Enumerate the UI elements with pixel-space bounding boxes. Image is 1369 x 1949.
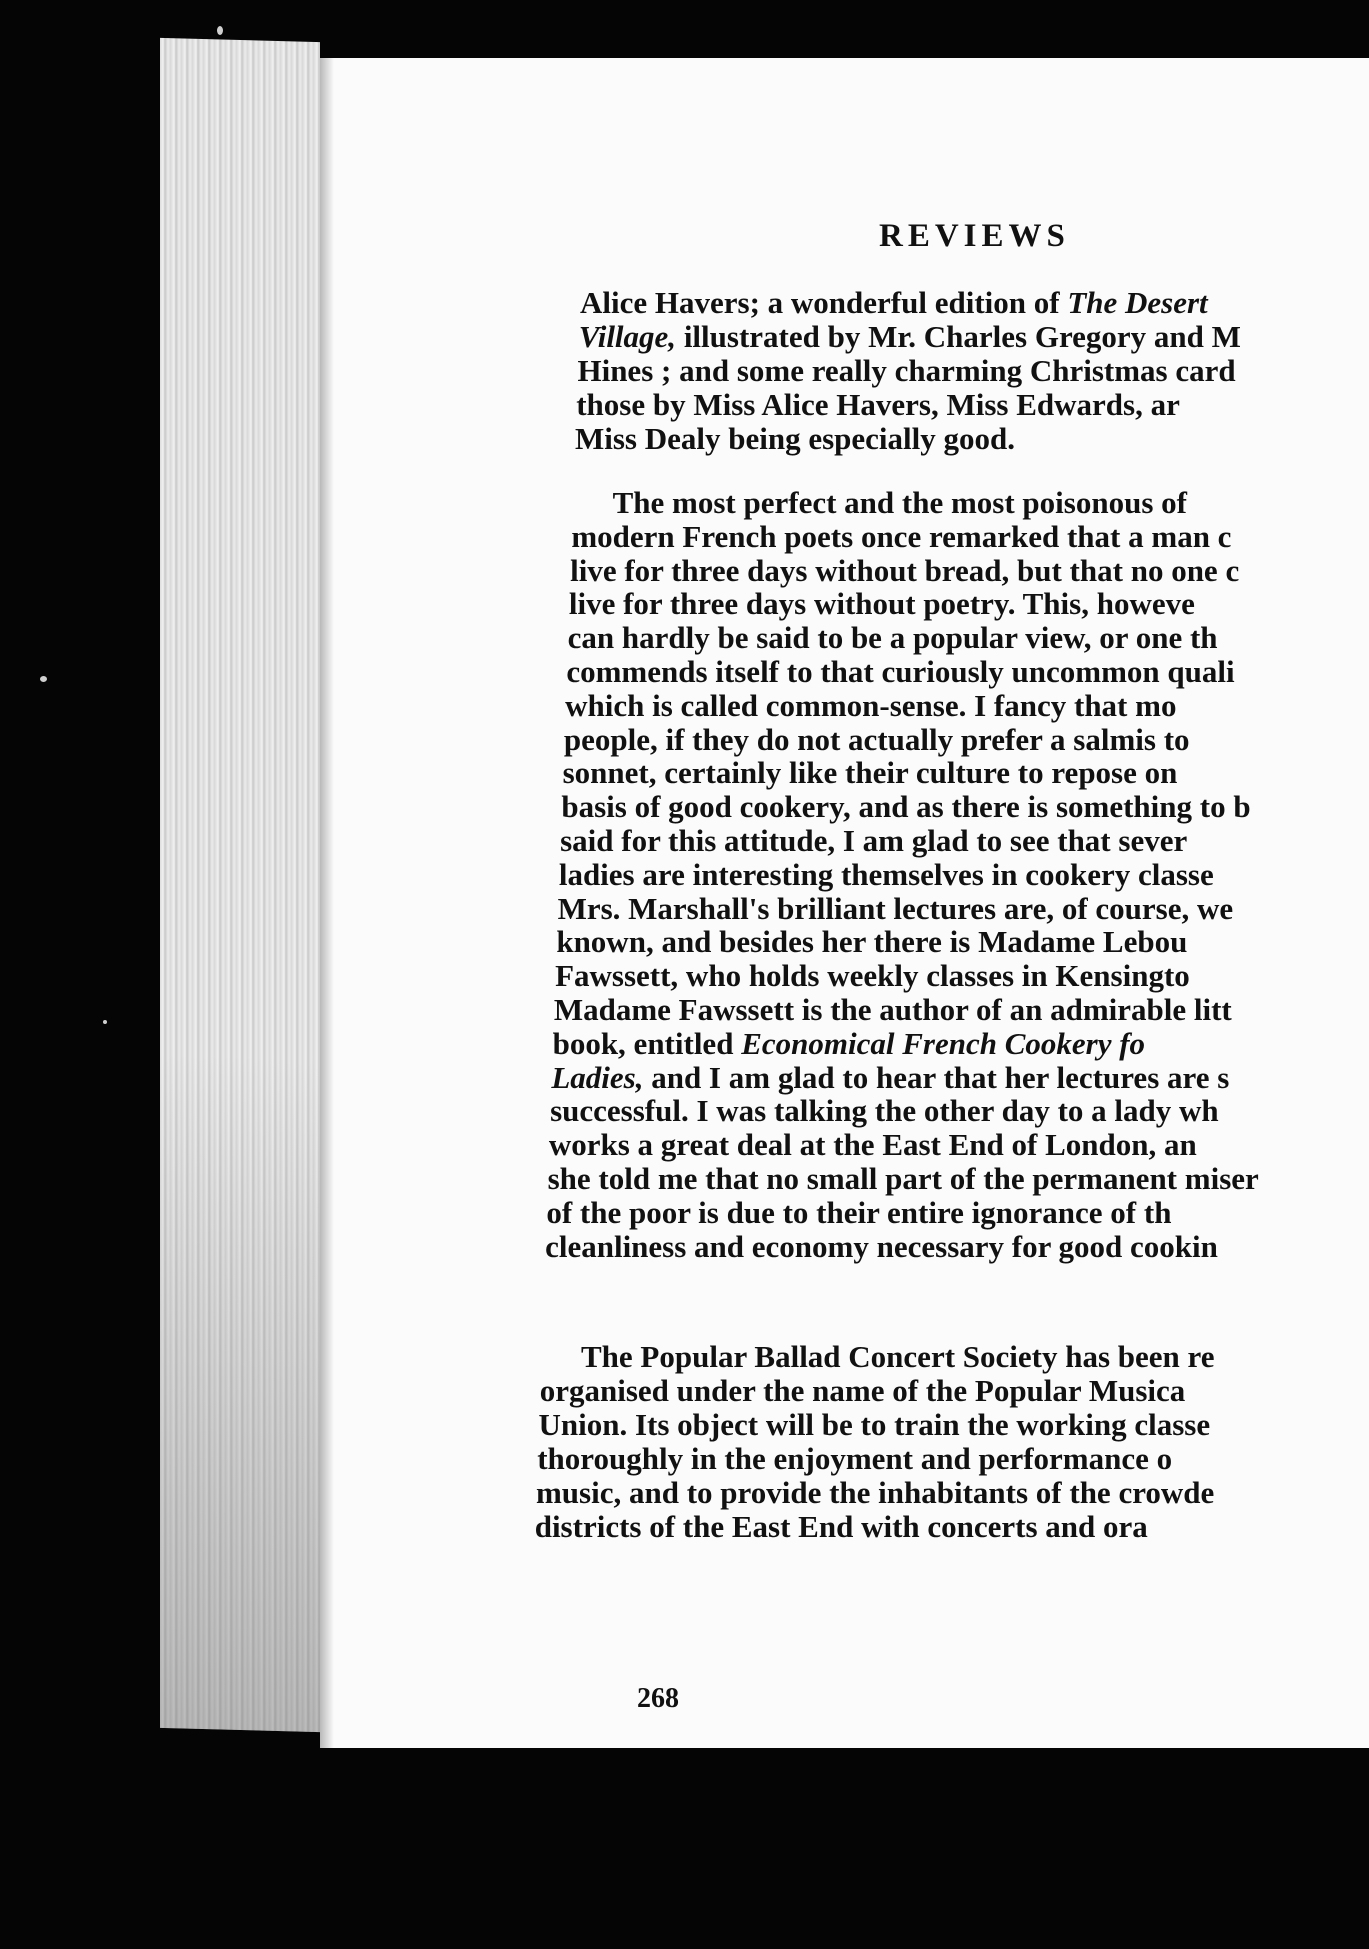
- text-line: [581, 1340, 1215, 1374]
- text-line: [576, 388, 1180, 422]
- text-run: and I am glad to hear that her lectures are s: [643, 1059, 1230, 1095]
- text-run: of the poor is due to their entire ignorance of th: [546, 1194, 1172, 1230]
- text-run: those by Miss Alice Havers, Miss Edwards, ar: [576, 387, 1180, 422]
- text-line: [535, 1510, 1148, 1544]
- text-run: live for three days without poetry. This, howeve: [568, 586, 1195, 622]
- text-run: illustrated by Mr. Charles Gregory and M: [676, 319, 1241, 354]
- text-line: [554, 993, 1232, 1027]
- text-run: basis of good cookery, and as there is something to b: [561, 789, 1251, 825]
- text-run: sonnet, certainly like their culture to repose on: [562, 755, 1178, 791]
- text-run: music, and to provide the inhabitants of the crowde: [535, 1475, 1215, 1510]
- text-run: Miss Dealy being especially good.: [574, 421, 1015, 456]
- text-run: Alice Havers; a wonderful edition of: [580, 285, 1068, 320]
- text-run: Fawssett, who holds weekly classes in Kensingto: [555, 958, 1190, 994]
- text-line: [565, 689, 1176, 723]
- text-line: [566, 655, 1234, 689]
- text-line: [555, 959, 1190, 993]
- text-line: [580, 286, 1208, 320]
- text-line: [548, 1162, 1259, 1196]
- text-line: [569, 587, 1195, 621]
- text-line: [561, 790, 1250, 824]
- text-line: [577, 354, 1235, 388]
- text-line: [553, 1027, 1145, 1061]
- text-run: Hines ; and some really charming Christmas card: [577, 353, 1236, 388]
- text-line: [538, 1408, 1210, 1442]
- text-line: [537, 1442, 1172, 1476]
- text-line: [550, 1094, 1219, 1128]
- text-line: [568, 621, 1218, 655]
- text-line: [546, 1196, 1171, 1230]
- page-number: 268: [637, 1683, 679, 1714]
- text-run: live for three days without bread, but that no one c: [570, 552, 1240, 588]
- running-header: REVIEWS: [879, 218, 1070, 254]
- text-run: thoroughly in the enjoyment and performance o: [537, 1441, 1173, 1476]
- text-line: [579, 320, 1241, 354]
- text-line: [551, 1061, 1229, 1095]
- italic-title: Ladies,: [551, 1059, 644, 1095]
- text-line: [558, 892, 1234, 926]
- italic-title: The Desert: [1067, 285, 1208, 320]
- text-run: can hardly be said to be a popular view, or one th: [567, 620, 1218, 656]
- text-line: [536, 1476, 1214, 1510]
- text-run: ladies are interesting themselves in cookery classe: [558, 856, 1214, 892]
- text-line: [560, 824, 1187, 858]
- text-line: [571, 520, 1231, 554]
- text-run: The most perfect and the most poisonous of: [612, 485, 1187, 520]
- text-line: [575, 422, 1015, 456]
- text-line: [564, 723, 1190, 757]
- text-run: successful. I was talking the other day to a lady wh: [550, 1093, 1219, 1129]
- italic-title: Village,: [578, 319, 677, 354]
- text-run: Madame Fawssett is the author of an admirable litt: [553, 992, 1232, 1027]
- text-run: districts of the East End with concerts and ora: [534, 1509, 1148, 1544]
- text-run: she told me that no small part of the permanent miser: [547, 1161, 1259, 1196]
- text-run: Mrs. Marshall's brilliant lectures are, of course, we: [557, 890, 1234, 926]
- text-run: works a great deal at the East End of London, an: [548, 1127, 1197, 1163]
- text-line: [559, 858, 1214, 892]
- text-line: [613, 486, 1187, 520]
- text-run: people, if they do not actually prefer a salmis to: [563, 721, 1190, 757]
- text-line: [540, 1374, 1186, 1408]
- text-run: organised under the name of the Popular Musica: [539, 1373, 1186, 1408]
- text-run: book, entitled: [552, 1025, 742, 1061]
- italic-title: Economical French Cookery fo: [741, 1025, 1146, 1061]
- text-line: [556, 925, 1187, 959]
- text-line: [545, 1230, 1218, 1264]
- text-run: said for this attitude, I am glad to see that sever: [560, 823, 1188, 858]
- text-run: cleanliness and economy necessary for good cookin: [545, 1228, 1218, 1264]
- text-run: modern French poets once remarked that a man c: [571, 518, 1232, 554]
- text-line: [563, 756, 1178, 790]
- text-run: Union. Its object will be to train the working classe: [538, 1407, 1211, 1442]
- text-run: which is called common-sense. I fancy that mo: [565, 687, 1177, 723]
- text-run: known, and besides her there is Madame Lebou: [556, 924, 1188, 960]
- text-line: [570, 554, 1239, 588]
- text-run: The Popular Ballad Concert Society has been re: [581, 1339, 1215, 1374]
- text-run: commends itself to that curiously uncommon quali: [566, 654, 1235, 689]
- text-line: [549, 1128, 1197, 1162]
